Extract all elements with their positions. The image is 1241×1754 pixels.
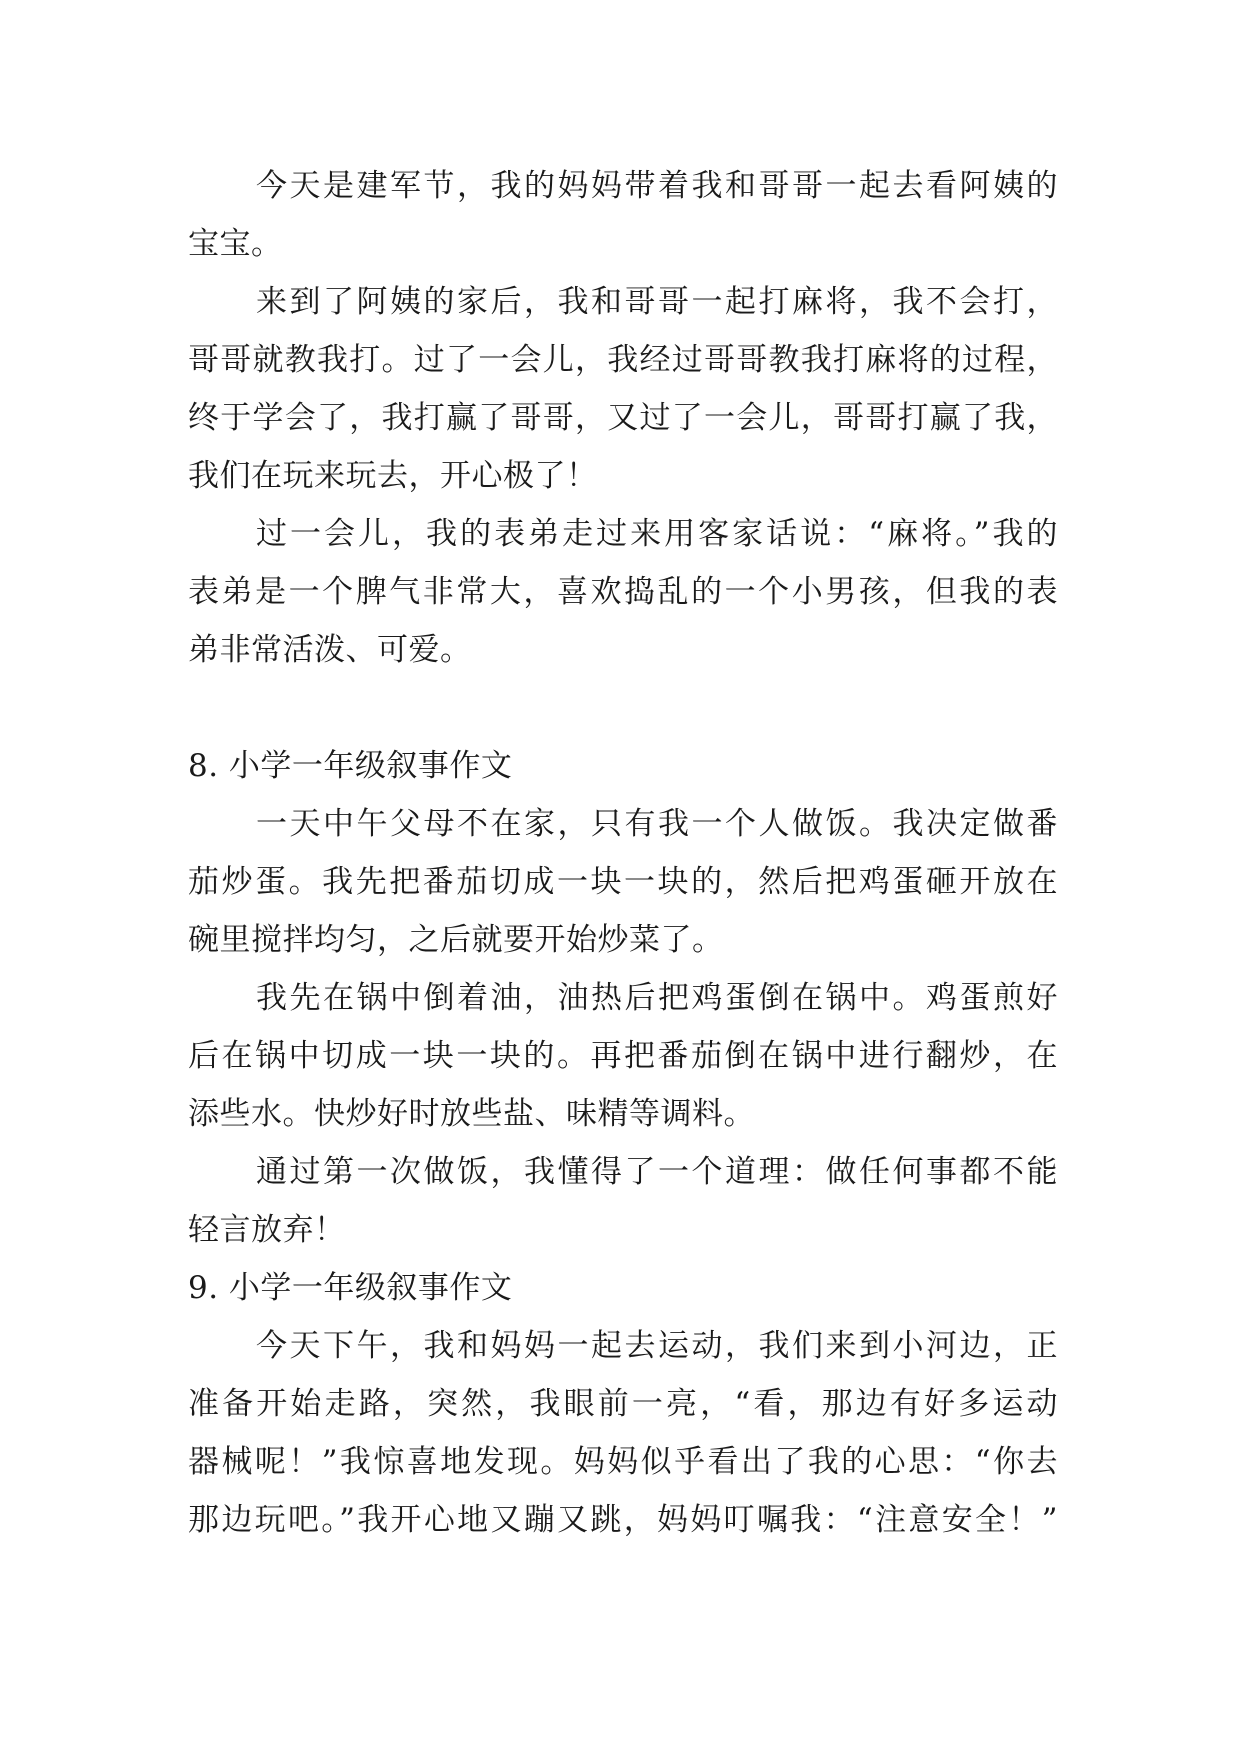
paragraph-line: 宝宝。 (188, 226, 283, 262)
paragraph-line: 过一会儿，我的表弟走过来用客家话说：“麻将。”我的 (256, 516, 1058, 552)
paragraph-line: 那边玩吧。”我开心地又蹦又跳，妈妈叮嘱我：“注意安全！” (188, 1502, 1058, 1538)
paragraph-line: 器械呢！”我惊喜地发现。妈妈似乎看出了我的心思：“你去 (188, 1444, 1058, 1480)
paragraph-line: 弟非常活泼、可爱。 (188, 632, 472, 668)
paragraph-line: 今天是建军节，我的妈妈带着我和哥哥一起去看阿姨的 (256, 168, 1058, 204)
section-heading: 8. 小学一年级叙事作文 (188, 748, 513, 784)
paragraph-line: 我们在玩来玩去，开心极了！ (188, 458, 598, 494)
paragraph-line: 来到了阿姨的家后，我和哥哥一起打麻将，我不会打， (256, 284, 1058, 320)
paragraph-line: 我先在锅中倒着油，油热后把鸡蛋倒在锅中。鸡蛋煎好 (256, 980, 1058, 1016)
paragraph-line: 轻言放弃！ (188, 1212, 346, 1248)
paragraph-line: 后在锅中切成一块一块的。再把番茄倒在锅中进行翻炒，在 (188, 1038, 1058, 1074)
paragraph-line: 通过第一次做饭，我懂得了一个道理：做任何事都不能 (256, 1154, 1058, 1190)
paragraph-line: 添些水。快炒好时放些盐、味精等调料。 (188, 1096, 755, 1132)
paragraph-line: 哥哥就教我打。过了一会儿，我经过哥哥教我打麻将的过程， (188, 342, 1058, 378)
paragraph-line: 一天中午父母不在家，只有我一个人做饭。我决定做番 (256, 806, 1058, 842)
paragraph-line: 茄炒蛋。我先把番茄切成一块一块的，然后把鸡蛋砸开放在 (188, 864, 1058, 900)
paragraph-line: 碗里搅拌均匀，之后就要开始炒菜了。 (188, 922, 724, 958)
paragraph-line: 准备开始走路，突然，我眼前一亮，“看，那边有好多运动 (188, 1386, 1058, 1422)
section-heading: 9. 小学一年级叙事作文 (188, 1270, 513, 1306)
paragraph-line: 表弟是一个脾气非常大，喜欢捣乱的一个小男孩，但我的表 (188, 574, 1058, 610)
paragraph-line: 今天下午，我和妈妈一起去运动，我们来到小河边，正 (256, 1328, 1058, 1364)
paragraph-line: 终于学会了，我打赢了哥哥，又过了一会儿，哥哥打赢了我， (188, 400, 1058, 436)
